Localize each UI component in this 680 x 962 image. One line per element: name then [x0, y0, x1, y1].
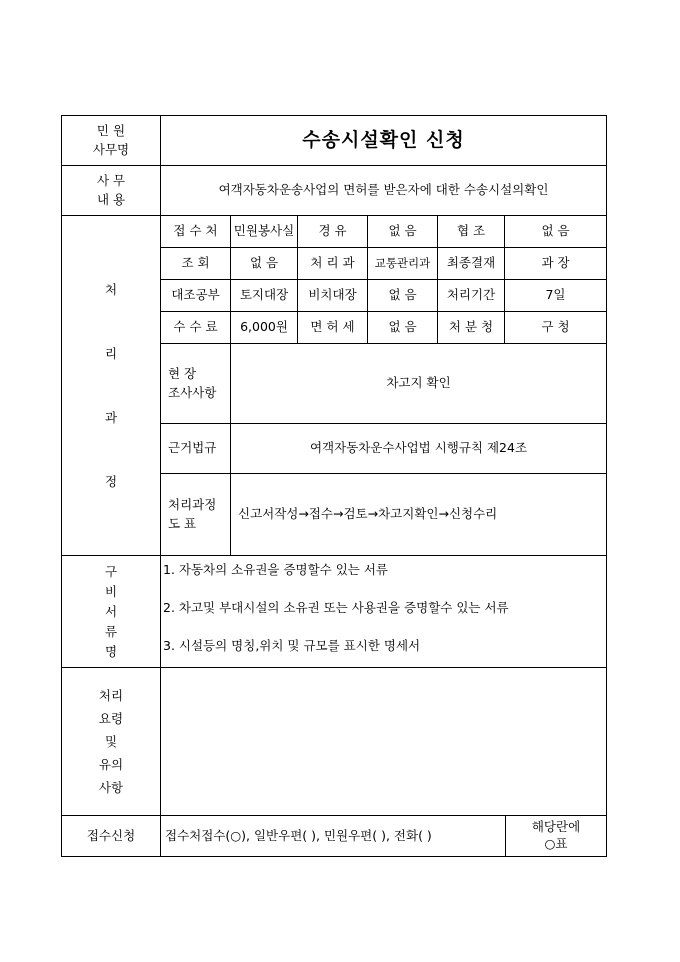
grid-cell: 대조공부: [161, 280, 231, 312]
document-item: 2. 차고및 부대시설의 소유권 또는 사용권을 증명할수 있는 서류: [163, 600, 509, 615]
grid-cell: 접 수 처: [161, 216, 231, 248]
documents-label-char: 서: [104, 603, 118, 619]
flow-label: [161, 474, 231, 556]
process-label-char: 처: [104, 281, 118, 297]
grid-cell: 비치대장: [298, 280, 368, 312]
grid-cell: 최종결재: [438, 248, 505, 280]
content-text: 여객자동차운송사업의 면허를 받은자에 대한 수송시설의확인: [161, 166, 606, 216]
document-item: 1. 자동차의 소유권을 증명할수 있는 서류: [163, 562, 388, 577]
grid-cell: 없 음: [368, 216, 438, 248]
grid-cell: 구 청: [505, 312, 606, 344]
grid-cell: 토지대장: [231, 280, 298, 312]
notes-content: [161, 668, 606, 816]
grid-cell: 경 유: [298, 216, 368, 248]
content-label-text: 사 무 내 용: [96, 172, 126, 207]
process-label-char: 리: [104, 345, 118, 361]
documents-list: [161, 556, 606, 668]
grid-cell: 없 음: [368, 280, 438, 312]
grid-cell: 처 리 과: [298, 248, 368, 280]
notes-label-line: 처리: [98, 688, 124, 703]
notes-label-line: 사항: [98, 780, 124, 795]
law-value: 여객자동차운수사업법 시행규칙 제24조: [231, 424, 606, 474]
grid-cell: 협 조: [438, 216, 505, 248]
header-label: [62, 116, 161, 166]
documents-label: [62, 556, 161, 668]
content-label: [62, 166, 161, 216]
flow-label-text: 처리과정 도 표: [168, 496, 217, 531]
documents-label-char: 비: [104, 583, 118, 599]
law-label: 근거법규: [161, 424, 231, 474]
grid-cell: 교통관리과: [368, 248, 438, 280]
grid-cell: 처 분 청: [438, 312, 505, 344]
notes-label-line: 유의: [98, 757, 124, 772]
mark-note-text: 해당란에 ○표: [531, 819, 581, 851]
documents-label-char: 명: [104, 643, 118, 659]
receipt-methods: 접수처접수(○), 일반우편( ), 민원우편( ), 전화( ): [161, 816, 506, 856]
grid-cell: 조 회: [161, 248, 231, 280]
grid-cell: 7일: [505, 280, 606, 312]
grid-cell: 없 음: [368, 312, 438, 344]
site-value: 차고지 확인: [231, 344, 606, 424]
documents-label-char: 구: [104, 563, 118, 579]
notes-label: [62, 668, 161, 816]
mark-note: [506, 816, 606, 856]
document-item: 3. 시설등의 명칭,위치 및 규모를 표시한 명세서: [163, 638, 421, 653]
grid-cell: 없 음: [505, 216, 606, 248]
process-label-char: 과: [104, 409, 118, 425]
receipt-label: 접수신청: [62, 816, 161, 856]
site-label-text: 현 장 조사사항: [168, 365, 217, 400]
notes-label-line: 요령: [98, 711, 124, 726]
form-title: 수송시설확인 신청: [161, 116, 606, 166]
grid-cell: 6,000원: [231, 312, 298, 344]
flow-value: 신고서작성→접수→검토→차고지확인→신청수리: [231, 474, 606, 556]
grid-cell: 없 음: [231, 248, 298, 280]
grid-cell: 면 허 세: [298, 312, 368, 344]
process-label-char: 정: [104, 473, 118, 489]
grid-cell: 처리기간: [438, 280, 505, 312]
application-form: [61, 115, 607, 857]
grid-cell: 민원봉사실: [231, 216, 298, 248]
process-label: [62, 216, 161, 556]
header-label-text: 민 원 사무명: [92, 122, 130, 157]
site-label: [161, 344, 231, 424]
grid-cell: 수 수 료: [161, 312, 231, 344]
documents-label-char: 류: [104, 623, 118, 639]
notes-label-line: 및: [104, 734, 118, 749]
grid-cell: 과 장: [505, 248, 606, 280]
